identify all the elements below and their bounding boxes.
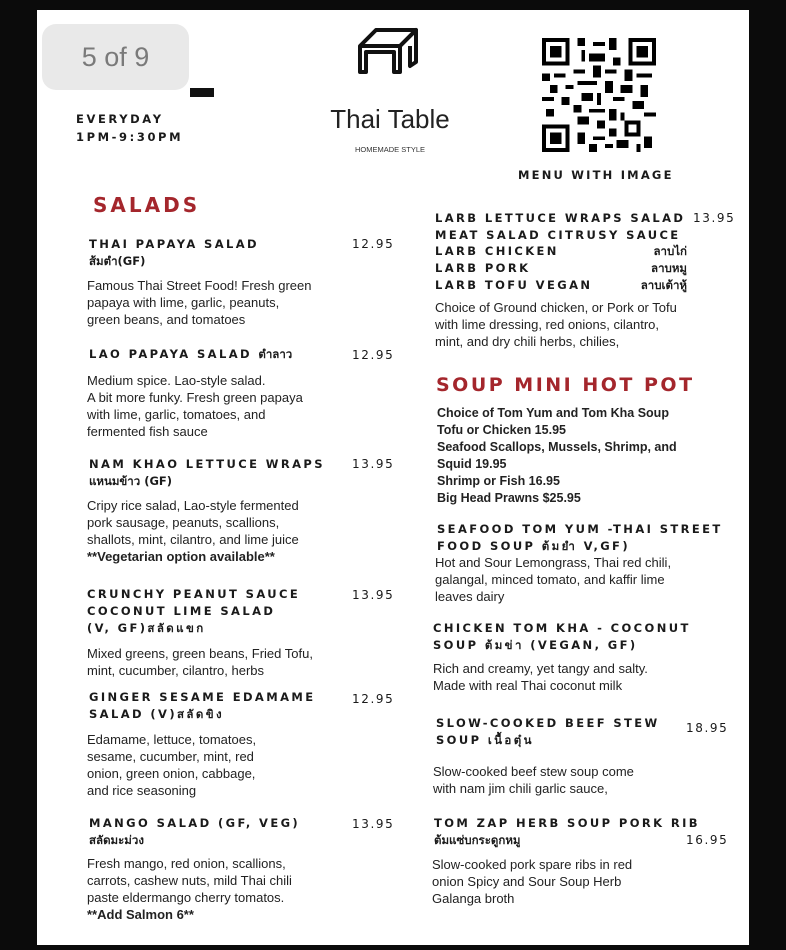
- menu-item-description: Medium spice. Lao-style salad. A bit more funky. Fresh green papaya with lime, garlic, tomatoes, and fermented fish sauce: [87, 373, 303, 439]
- menu-item-name: SLOW-COOKED BEEF STEW SOUP เนื้อตุ๋น: [436, 716, 660, 747]
- menu-item-name: LAO PAPAYA SALAD ตำลาว: [89, 347, 293, 361]
- soup-title: SOUP MINI HOT POT: [436, 374, 695, 396]
- larb-option: LARB PORK ลาบหมู: [435, 261, 687, 275]
- qr-code-icon[interactable]: [542, 38, 656, 152]
- menu-item-description: Edamame, lettuce, tomatoes, sesame, cucumber, mint, red onion, green onion, cabbage, and rice seasoning: [87, 732, 257, 798]
- table-icon: [356, 24, 420, 88]
- larb-subtitle: MEAT SALAD CITRUSY SAUCE: [435, 228, 681, 242]
- menu-item-name: MANGO SALAD (GF, VEG) สลัดมะม่วง: [89, 816, 301, 847]
- menu-item-name: TOM ZAP HERB SOUP PORK RIB ต้มแซ่บกระดูกหมู: [434, 816, 700, 847]
- menu-item-name: THAI PAPAYA SALAD ส้มตำ(GF): [89, 237, 259, 268]
- larb-description: Choice of Ground chicken, or Pork or Tofu with lime dressing, red onions, cilantro, mint, and dry chili herbs, chilies,: [435, 300, 677, 349]
- menu-item-name: CRUNCHY PEANUT SAUCE COCONUT LIME SALAD (V, GF)สลัดแขก: [87, 587, 301, 635]
- larb-option: LARB CHICKEN ลาบไก่: [435, 244, 687, 258]
- menu-item-description: Famous Thai Street Food! Fresh green papaya with lime, garlic, peanuts, green beans, and tomatoes: [87, 278, 312, 327]
- hours-time: 1PM-9:30PM: [76, 130, 184, 144]
- menu-item-name: NAM KHAO LETTUCE WRAPS แหนมข้าว (GF): [89, 457, 325, 488]
- menu-item-name: GINGER SESAME EDAMAME SALAD (V)สลัดขิง: [89, 690, 316, 721]
- larb-title: LARB LETTUCE WRAPS SALAD: [435, 211, 686, 225]
- menu-item-description: Mixed greens, green beans, Fried Tofu, mint, cucumber, cilantro, herbs: [87, 646, 313, 678]
- hotpot-options: Choice of Tom Yum and Tom Kha Soup Tofu or Chicken 15.95 Seafood Scallops, Mussels, Shrimp, and Squid 19.95 Shrimp or Fish 16.95 Big Head Prawns $25.95: [437, 406, 677, 505]
- salads-title: SALADS: [93, 193, 201, 217]
- menu-item-price: 13.95: [352, 817, 395, 831]
- menu-item-description: Slow-cooked pork spare ribs in red onion Spicy and Sour Soup Herb Galanga broth: [432, 857, 633, 906]
- header-divider: [190, 88, 214, 97]
- larb-price: 13.95: [693, 211, 736, 225]
- menu-item-description: Hot and Sour Lemongrass, Thai red chili, galangal, minced tomato, and kaffir lime leaves dairy: [435, 555, 672, 604]
- larb-option: LARB TOFU VEGAN ลาบเต้าหู้: [435, 278, 687, 292]
- menu-item-name: SEAFOOD TOM YUM -THAI STREET FOOD SOUP ต้มยำ V,GF): [437, 522, 723, 553]
- page-count-badge: 5 of 9: [42, 24, 189, 90]
- menu-item-price: 12.95: [352, 348, 395, 362]
- menu-item-name: CHICKEN TOM KHA - COCONUT SOUP ต้มข่า (VEGAN, GF): [433, 621, 691, 652]
- opening-hours: [76, 110, 183, 146]
- menu-item-price: 13.95: [352, 457, 395, 471]
- menu-item-price: 16.95: [686, 833, 729, 847]
- brand-name: Thai Table: [330, 104, 450, 134]
- menu-item-description: Fresh mango, red onion, scallions, carrots, cashew nuts, mild Thai chili paste eldermango cherry tomatos. **Add Salmon 6**: [87, 856, 292, 922]
- qr-code-label: MENU WITH IMAGE: [518, 168, 674, 182]
- larb-options: [435, 243, 687, 294]
- menu-item-price: 13.95: [352, 588, 395, 602]
- menu-item-price: 12.95: [352, 692, 395, 706]
- menu-item-description: Slow-cooked beef stew soup come with nam jim chili garlic sauce,: [433, 764, 634, 796]
- menu-item-description: Rich and creamy, yet tangy and salty. Made with real Thai coconut milk: [433, 661, 648, 693]
- menu-item-price: 18.95: [686, 721, 729, 735]
- menu-item-description: Cripy rice salad, Lao-style fermented pork sausage, peanuts, scallions, shallots, mint, cilantro, and lime juice **Vegetarian option available**: [87, 498, 299, 564]
- brand-tagline: HOMEMADE STYLE: [354, 145, 425, 154]
- menu-item-price: 12.95: [352, 237, 395, 251]
- hours-days: EVERYDAY: [76, 112, 164, 126]
